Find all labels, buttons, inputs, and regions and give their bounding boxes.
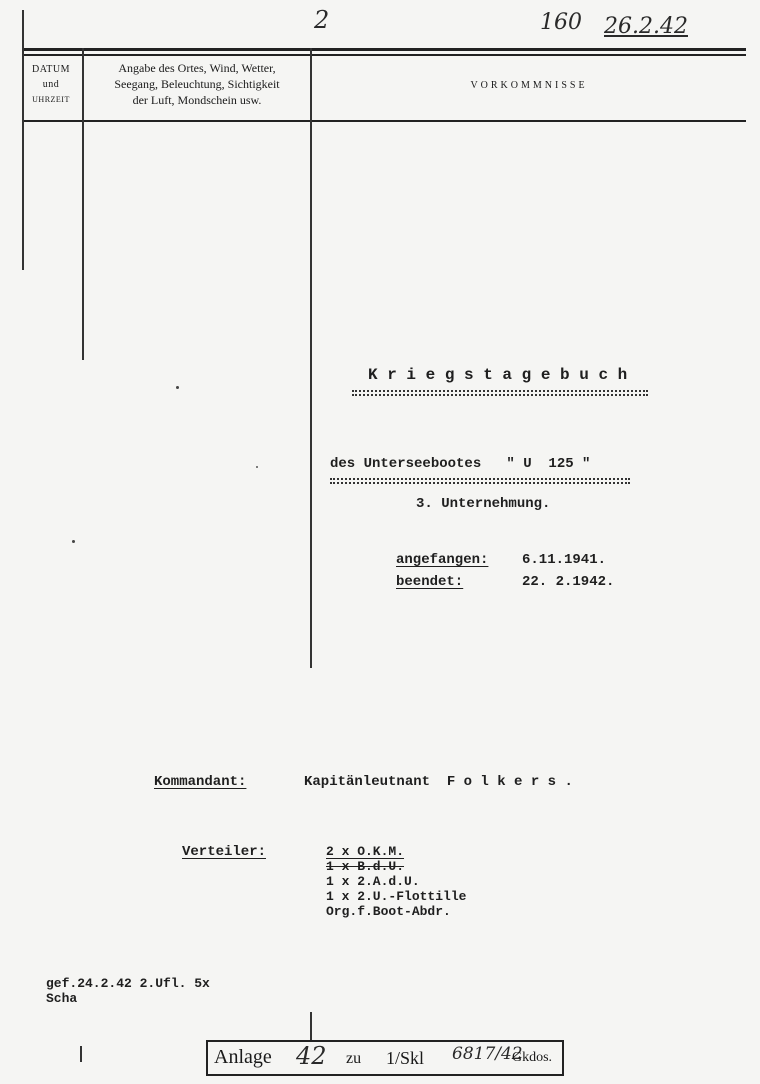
- start-value: 6.11.1941.: [522, 552, 607, 568]
- end-value: 22. 2.1942.: [522, 574, 615, 590]
- footer-line-1: gef.24.2.42 2.Ufl. 5x: [46, 976, 210, 991]
- document-title: K r i e g s t a g e b u c h: [368, 366, 628, 384]
- header-rule-top: [22, 48, 746, 51]
- ref-number: 160: [540, 10, 582, 35]
- footer-note: [46, 976, 210, 1006]
- title-underline-2: [352, 394, 648, 396]
- end-label: beendet:: [396, 574, 464, 590]
- operation-line: 3. Unternehmung.: [416, 496, 551, 512]
- boat-underline: [330, 478, 630, 480]
- distribution-label: Verteiler:: [182, 844, 267, 860]
- stamp-handwritten-ref: 6817/42: [452, 1044, 523, 1064]
- column-header-events: VORKOMMNISSE: [470, 80, 588, 91]
- stamp-number: 42: [296, 1042, 327, 1070]
- col1-line-3: UHRZEIT: [32, 95, 70, 104]
- distribution-item: 1 x B.d.U.: [326, 859, 405, 874]
- distribution-item: Org.f.Boot-Abdr.: [326, 904, 451, 919]
- footer-line-2: Scha: [46, 991, 78, 1006]
- column-line-2-low: [80, 1046, 82, 1062]
- column-line-1: [22, 10, 24, 270]
- distribution-list: [326, 844, 466, 919]
- col1-line-1: DATUM: [31, 64, 71, 75]
- column-line-3: [310, 48, 312, 668]
- column-header-location: [86, 60, 308, 108]
- stamp-zu: zu: [346, 1050, 362, 1067]
- distribution-item: 1 x 2.U.-Flottille: [326, 889, 467, 904]
- col1-line-2: und: [42, 79, 60, 90]
- speck: [176, 386, 179, 389]
- col2-line-1: Angabe des Ortes, Wind, Wetter,: [118, 61, 276, 75]
- boat-underline-2: [330, 482, 630, 484]
- stamp-prefix: Anlage: [214, 1046, 272, 1068]
- speck: [256, 466, 258, 468]
- commander-label: Kommandant:: [154, 774, 247, 790]
- header-rule-top-2: [22, 54, 746, 56]
- header-date: 26.2.42: [604, 14, 688, 39]
- column-line-2: [82, 48, 84, 360]
- column-header-datum: [22, 62, 80, 107]
- start-label: angefangen:: [396, 552, 489, 568]
- header-rule-bottom: [22, 120, 746, 122]
- boat-line: des Unterseebootes " U 125 ": [330, 456, 591, 472]
- distribution-item: 2 x O.K.M.: [326, 844, 405, 859]
- stamp-ref: 1/Skl: [386, 1048, 425, 1068]
- annex-stamp: [206, 1040, 564, 1076]
- column-line-3-low: [310, 1012, 312, 1042]
- stamp-suffix: Gkdos.: [512, 1050, 553, 1065]
- title-underline: [352, 390, 648, 392]
- col2-line-3: der Luft, Mondschein usw.: [132, 93, 262, 107]
- page-number: 2: [314, 6, 330, 34]
- commander-value: Kapitänleutnant F o l k e r s .: [304, 774, 573, 790]
- col2-line-2: Seegang, Beleuchtung, Sichtigkeit: [114, 77, 280, 91]
- speck: [72, 540, 75, 543]
- distribution-item: 1 x 2.A.d.U.: [326, 874, 420, 889]
